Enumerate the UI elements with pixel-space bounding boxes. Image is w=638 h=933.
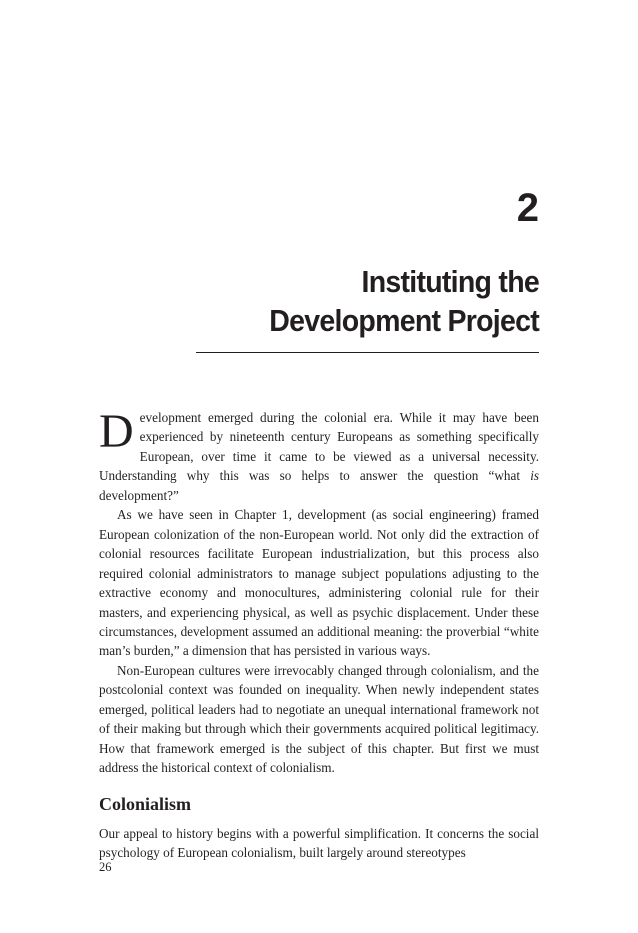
chapter-number: 2 xyxy=(516,186,539,230)
paragraph-3: Non-European cultures were irrevocably changed through colonialism, and the postcolonial context was founded on inequality. When newly independent states emerged, political leaders had to negotiate an unequal international framework not of their making but through which their governments acquired political legitimacy. How that framework emerged is the subject of this chapter. But first we must address the historical context of colonialism. xyxy=(99,662,539,776)
chapter-title-line-2: Development Project xyxy=(269,303,539,338)
paragraph-1-end: development?” xyxy=(99,487,179,503)
paragraph-1 xyxy=(99,405,539,505)
chapter-title xyxy=(208,262,539,340)
drop-cap: D xyxy=(99,405,134,458)
emphasis-is: is xyxy=(530,468,539,484)
paragraph-4: Our appeal to history begins with a powerful simplification. It concerns the social psychology of European colonialism, built largely around stereotypes xyxy=(99,825,539,861)
chapter-title-line-1: Instituting the xyxy=(361,264,539,299)
paragraph-1-text: evelopment emerged during the colonial era. While it may have been experienced by nineteenth century Europeans as something specifically European, over time it came to be viewed as a universal necessity. Understanding why this was so helps to answer the question “what xyxy=(99,410,539,484)
section-heading: Colonialism xyxy=(99,793,192,814)
page-number: 26 xyxy=(99,860,112,874)
title-rule xyxy=(196,352,539,353)
paragraph-2: As we have seen in Chapter 1, development (as social engineering) framed European colonization of the non-European world. Not only did the extraction of colonial resources facilitate European industrialization, but this process also required colonial administrators to manage subject populations adjusting to the extractive economy and monocultures, administering colonial rule for their masters, and experiencing physical, as well as psychic displacement. Under these circumstances, development assumed an additional meaning: the proverbial “white man’s burden,” a dimension that has persisted in various ways. xyxy=(99,507,539,659)
body-text xyxy=(99,405,539,863)
